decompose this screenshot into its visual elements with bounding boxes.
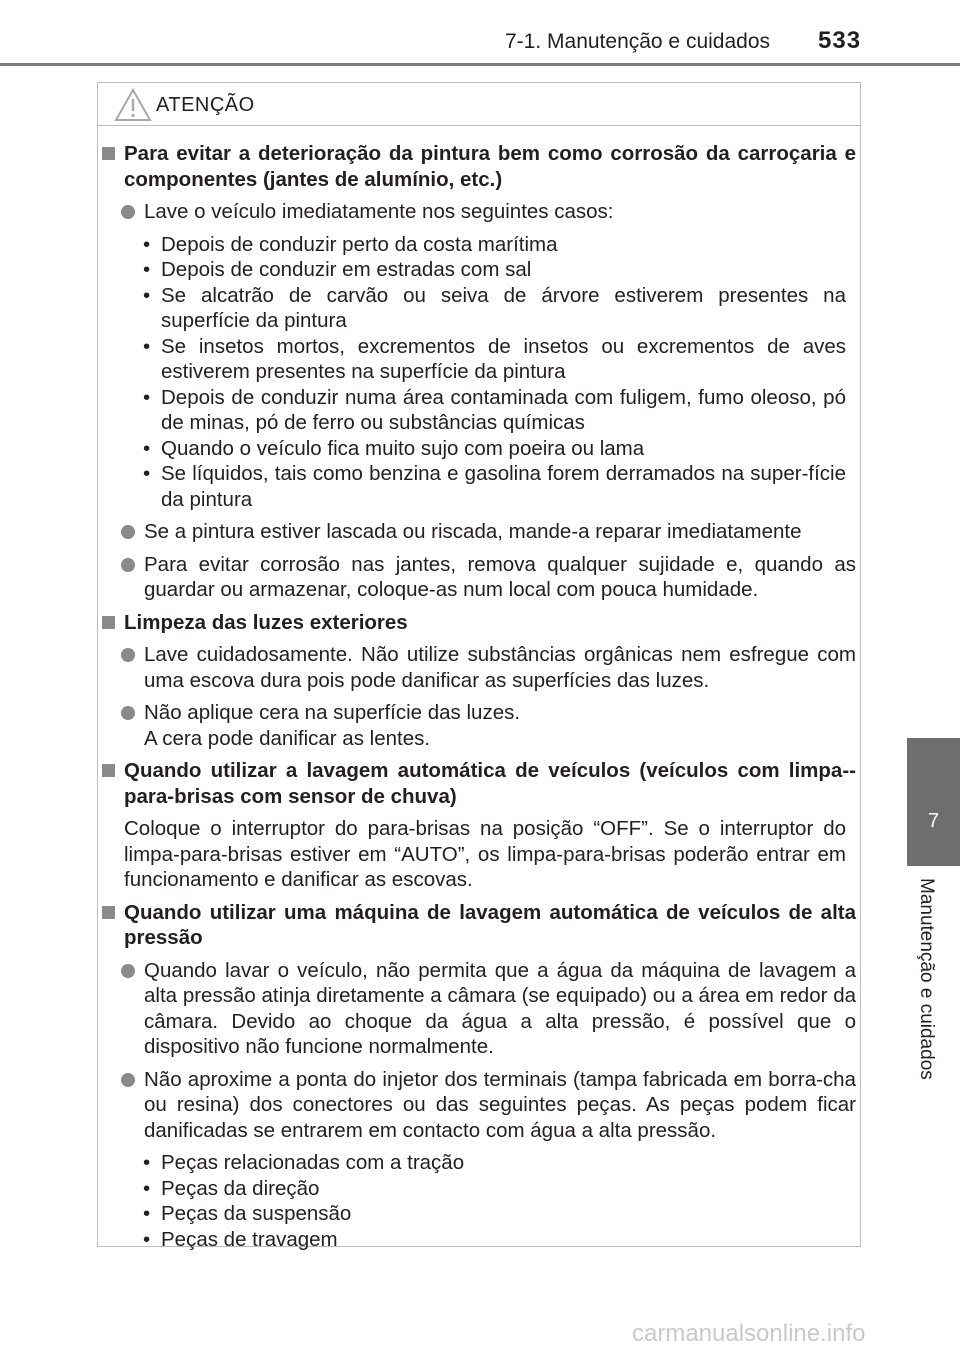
item-text: Não aproxime a ponta do injetor dos terminais (tampa fabricada em borra-cha ou resina) dos conectores ou das seguintes peças. As peças podem ficar danificadas se entrarem em contacto com água a alta pressão. bbox=[144, 1067, 856, 1142]
square-bullet-icon bbox=[102, 616, 115, 629]
page-number: 533 bbox=[818, 27, 862, 54]
section-title: Para evitar a deterioração da pintura bem como corrosão da carroçaria e componentes (jantes de alumínio, etc.) bbox=[124, 142, 856, 191]
bullet-item: • Depois de conduzir numa área contaminada com fuligem, fumo oleoso, pó de minas, pó de ferro ou substâncias químicas bbox=[98, 385, 856, 436]
bullet-list bbox=[98, 1150, 856, 1252]
list-item bbox=[98, 199, 856, 225]
list-item bbox=[98, 519, 856, 545]
bullet-item: • Depois de conduzir perto da costa marítima bbox=[98, 232, 856, 258]
chapter-number: 7 bbox=[927, 810, 940, 832]
chapter-label: Manutenção e cuidados bbox=[916, 878, 937, 1080]
bullet-item: • Se líquidos, tais como benzina e gasolina forem derramados na super-fície da pintura bbox=[98, 461, 856, 512]
warning-header bbox=[98, 83, 860, 126]
circle-bullet-icon bbox=[121, 205, 135, 219]
square-bullet-icon bbox=[102, 906, 115, 919]
header-title: 7-1. Manutenção e cuidados bbox=[505, 30, 771, 53]
item-text: Lave o veículo imediatamente nos seguintes casos: bbox=[144, 200, 614, 223]
section-heading bbox=[98, 758, 856, 809]
section-title: Quando utilizar a lavagem automática de veículos (veículos com limpa--para-brisas com sensor de chuva) bbox=[124, 759, 856, 808]
chapter-tab bbox=[907, 738, 960, 866]
item-text: Se a pintura estiver lascada ou riscada, mande-a reparar imediatamente bbox=[144, 520, 802, 543]
bullet-item: • Peças de travagem bbox=[98, 1227, 856, 1253]
bullet-item: • Se alcatrão de carvão ou seiva de árvore estiverem presentes na superfície da pintura bbox=[98, 283, 856, 334]
item-text: Não aplique cera na superfície das luzes. bbox=[144, 701, 521, 724]
list-item bbox=[98, 700, 856, 751]
bullet-list bbox=[98, 232, 856, 513]
item-text-continued: A cera pode danificar as lentes. bbox=[144, 726, 431, 750]
warning-label: ATENÇÃO bbox=[156, 94, 255, 116]
section-paragraph: Coloque o interruptor do para-brisas na posição “OFF”. Se o interruptor do limpa-para-brisas estiver em “AUTO”, os limpa-para-brisas poderão entrar em funcionamento e danificar as escovas. bbox=[124, 817, 846, 891]
section-title: Limpeza das luzes exteriores bbox=[124, 610, 408, 634]
list-item bbox=[98, 958, 856, 1060]
circle-bullet-icon bbox=[121, 648, 135, 662]
bullet-item: • Depois de conduzir em estradas com sal bbox=[98, 257, 856, 283]
header-rule bbox=[0, 63, 960, 66]
section-heading bbox=[98, 610, 856, 636]
bullet-item: • Se insetos mortos, excrementos de insetos ou excrementos de aves estiverem presentes na superfície da pintura bbox=[98, 334, 856, 385]
circle-bullet-icon bbox=[121, 964, 135, 978]
bullet-item: • Peças da suspensão bbox=[98, 1201, 856, 1227]
list-item bbox=[98, 1067, 856, 1144]
circle-bullet-icon bbox=[121, 525, 135, 539]
circle-bullet-icon bbox=[121, 1073, 135, 1087]
circle-bullet-icon bbox=[121, 558, 135, 572]
bullet-item: • Peças relacionadas com a tração bbox=[98, 1150, 856, 1176]
item-text: Quando lavar o veículo, não permita que a água da máquina de lavagem a alta pressão atinja diretamente a câmara (se equipado) ou a área em redor da câmara. Devido ao choque da água a alta pressão, é possível que o dispositivo não funcione normalmente. bbox=[144, 958, 856, 1058]
square-bullet-icon bbox=[102, 147, 115, 160]
warning-triangle-icon bbox=[114, 88, 152, 122]
bullet-item: • Peças da direção bbox=[98, 1176, 856, 1202]
list-item bbox=[98, 552, 856, 603]
bullet-item: • Quando o veículo fica muito sujo com poeira ou lama bbox=[98, 436, 856, 462]
watermark: carmanualsonline.info bbox=[632, 1320, 866, 1347]
item-text: Para evitar corrosão nas jantes, remova qualquer sujidade e, quando as guardar ou armazenar, coloque-as num local com pouca humidade. bbox=[144, 552, 856, 601]
square-bullet-icon bbox=[102, 764, 115, 777]
list-item bbox=[98, 642, 856, 693]
circle-bullet-icon bbox=[121, 706, 135, 720]
warning-content bbox=[98, 141, 856, 1259]
warning-box bbox=[97, 82, 861, 1251]
section-heading bbox=[98, 900, 856, 951]
item-text: Lave cuidadosamente. Não utilize substâncias orgânicas nem esfregue com uma escova dura pois pode danificar as superfícies das luzes. bbox=[144, 643, 856, 692]
section-heading bbox=[98, 141, 856, 192]
section-title: Quando utilizar uma máquina de lavagem automática de veículos de alta pressão bbox=[124, 900, 856, 949]
